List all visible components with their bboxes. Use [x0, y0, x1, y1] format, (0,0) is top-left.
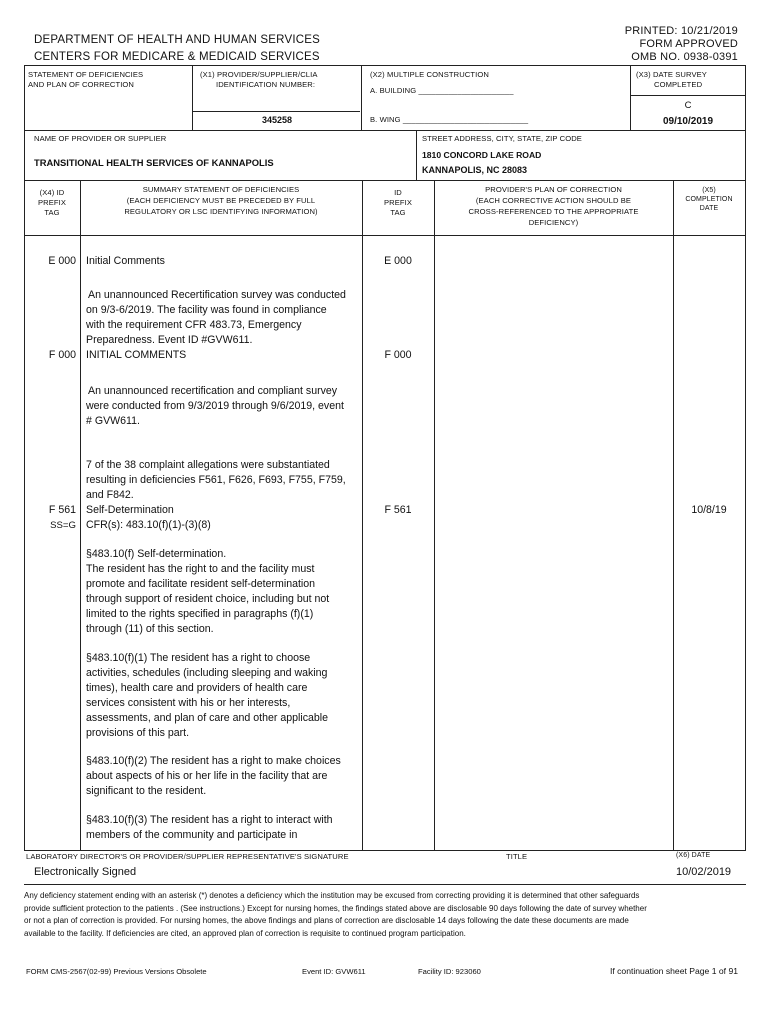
f000-comment-2: 7 of the 38 complaint allegations were substantiated resulting in deficiencies F561, F626, F693, F755, F759, and F842. — [86, 459, 346, 501]
id-tag-e000: E 000 — [384, 255, 412, 267]
summary-header: SUMMARY STATEMENT OF DEFICIENCIES — [142, 185, 300, 194]
survey-code: C — [684, 100, 692, 111]
e000-comment: An unannounced Recertification survey was conducted on 9/3-6/2019. The facility was found in compliance with the requirement CFR 483.73, Emergency Preparedness. Event ID #GVW611. — [86, 289, 346, 346]
f561-title: Self-Determination — [86, 504, 174, 516]
id-tag-f000: F 000 — [384, 349, 412, 361]
plan-header: PROVIDER'S PLAN OF CORRECTION — [485, 185, 622, 194]
rule — [192, 111, 360, 112]
x1-label-2: IDENTIFICATION NUMBER: — [216, 80, 316, 89]
omb-number: OMB NO. 0938-0391 — [631, 51, 738, 63]
provider-id-number: 345258 — [262, 115, 293, 125]
department-name: DEPARTMENT OF HEALTH AND HUMAN SERVICES — [34, 34, 320, 46]
completion-date: 10/8/19 — [691, 504, 727, 516]
title-label: TITLE — [506, 852, 528, 861]
signature-value: Electronically Signed — [34, 866, 137, 878]
x1-label: (X1) PROVIDER/SUPPLIER/CLIA — [200, 70, 318, 79]
rule — [361, 65, 362, 130]
event-id: Event ID: GVW611 — [302, 967, 366, 976]
id-header: TAG — [390, 208, 406, 217]
x4-header: TAG — [44, 208, 60, 217]
signature-date: 10/02/2019 — [676, 866, 732, 878]
statement-label: STATEMENT OF DEFICIENCIES — [28, 70, 144, 79]
address-city: KANNAPOLIS, NC 28083 — [422, 165, 528, 175]
plan-header: DEFICIENCY) — [528, 218, 579, 227]
x2-label: (X2) MULTIPLE CONSTRUCTION — [370, 70, 489, 79]
tag-e000: E 000 — [48, 255, 76, 267]
rule — [416, 130, 417, 180]
form-number: FORM CMS-2567(02-99) Previous Versions Obsolete — [26, 967, 207, 976]
provider-name: TRANSITIONAL HEALTH SERVICES OF KANNAPOLIS — [34, 157, 274, 168]
x4-header: PREFIX — [37, 198, 67, 207]
statement-label-2: AND PLAN OF CORRECTION — [28, 80, 134, 89]
f000-title: INITIAL COMMENTS — [86, 349, 187, 361]
rule — [434, 180, 435, 850]
signature-label: LABORATORY DIRECTOR'S OR PROVIDER/SUPPLIER REPRESENTATIVE'S SIGNATURE — [26, 852, 349, 861]
rule — [24, 850, 746, 851]
regulation-text: §483.10(f)(3) The resident has a right to interact with members of the community and participate in — [86, 814, 333, 841]
summary-header: REGULATORY OR LSC IDENTIFYING INFORMATION) — [124, 207, 318, 216]
wing-field: B. WING _____________________________ — [370, 115, 529, 124]
disclaimer-text: Any deficiency statement ending with an asterisk (*) denotes a deficiency which the institution may be excused from correcting providing it is determined that other safeguards provide sufficient protection to the patients . (See instructions.) Except for nursing homes, the findings stated above are disclosable 90 days following the date of survey whether or not a plan of correction is provided. For nursing homes, the above findings and plans of correction are disclosable 14 days following the date these documents are made available to the facility. If deficiencies are cited, an approved plan of correction is requisite to continued program participation. — [24, 891, 647, 938]
provider-name-label: NAME OF PROVIDER OR SUPPLIER — [34, 134, 167, 143]
rule — [24, 65, 746, 66]
rule — [24, 235, 746, 236]
rule — [745, 65, 746, 850]
address-street: 1810 CONCORD LAKE ROAD — [422, 150, 542, 160]
facility-id: Facility ID: 923060 — [418, 967, 481, 976]
building-field: A. BUILDING ______________________ — [370, 86, 514, 95]
plan-header: CROSS-REFERENCED TO THE APPROPRIATE — [468, 207, 639, 216]
x5-header: (X5) — [702, 187, 716, 194]
x5-header: DATE — [699, 205, 719, 212]
scope-severity: SS=G — [50, 520, 76, 531]
page-number: If continuation sheet Page 1 of 91 — [609, 966, 738, 976]
rule — [80, 180, 81, 850]
f000-comment-1: An unannounced recertification and compliant survey were conducted from 9/3/2019 through 9/6/2019, event # GVW611. — [86, 385, 344, 427]
printed-date: PRINTED: 10/21/2019 — [624, 25, 738, 37]
regulation-text: §483.10(f) Self-determination. The resident has the right to and the facility must promote and facilitate resident self-determination through support of resident choice, including but not limited to the rights specified in paragraphs (f)(1) through (11) of this section. — [86, 548, 330, 635]
plan-header: (EACH CORRECTIVE ACTION SHOULD BE — [475, 196, 632, 205]
rule — [24, 65, 25, 850]
e000-title: Initial Comments — [86, 255, 165, 267]
survey-date: 09/10/2019 — [662, 116, 714, 127]
regulation-text: §483.10(f)(1) The resident has a right to choose activities, schedules (including sleeping and waking times), health care and providers of health care services consistent with his or her interests, assessments, and plan of care and other applicable provisions of this part. — [86, 652, 329, 739]
tag-f561: F 561 — [48, 504, 76, 516]
signature-date-label: (X6) DATE — [676, 852, 711, 859]
agency-name: CENTERS FOR MEDICARE & MEDICAID SERVICES — [34, 51, 320, 63]
rule — [192, 65, 193, 130]
form-approved: FORM APPROVED — [639, 38, 738, 50]
rule — [24, 180, 746, 181]
x5-header: COMPLETION — [685, 196, 733, 203]
x4-header: (X4) ID — [39, 188, 65, 197]
address-label: STREET ADDRESS, CITY, STATE, ZIP CODE — [422, 134, 582, 143]
x3-label: (X3) DATE SURVEY — [636, 70, 707, 79]
tag-f000: F 000 — [48, 349, 76, 361]
rule — [630, 95, 746, 96]
rule — [24, 884, 746, 885]
f561-cfr: CFR(s): 483.10(f)(1)-(3)(8) — [86, 519, 211, 531]
rule — [24, 130, 746, 131]
summary-header: (EACH DEFICIENCY MUST BE PRECEDED BY FULL — [126, 196, 316, 205]
id-tag-f561: F 561 — [384, 504, 412, 516]
regulation-text: §483.10(f)(2) The resident has a right to make choices about aspects of his or her life in the facility that are significant to the resident. — [86, 755, 341, 797]
x3-label-2: COMPLETED — [654, 80, 703, 89]
id-header: PREFIX — [383, 198, 413, 207]
id-header: ID — [394, 188, 402, 197]
